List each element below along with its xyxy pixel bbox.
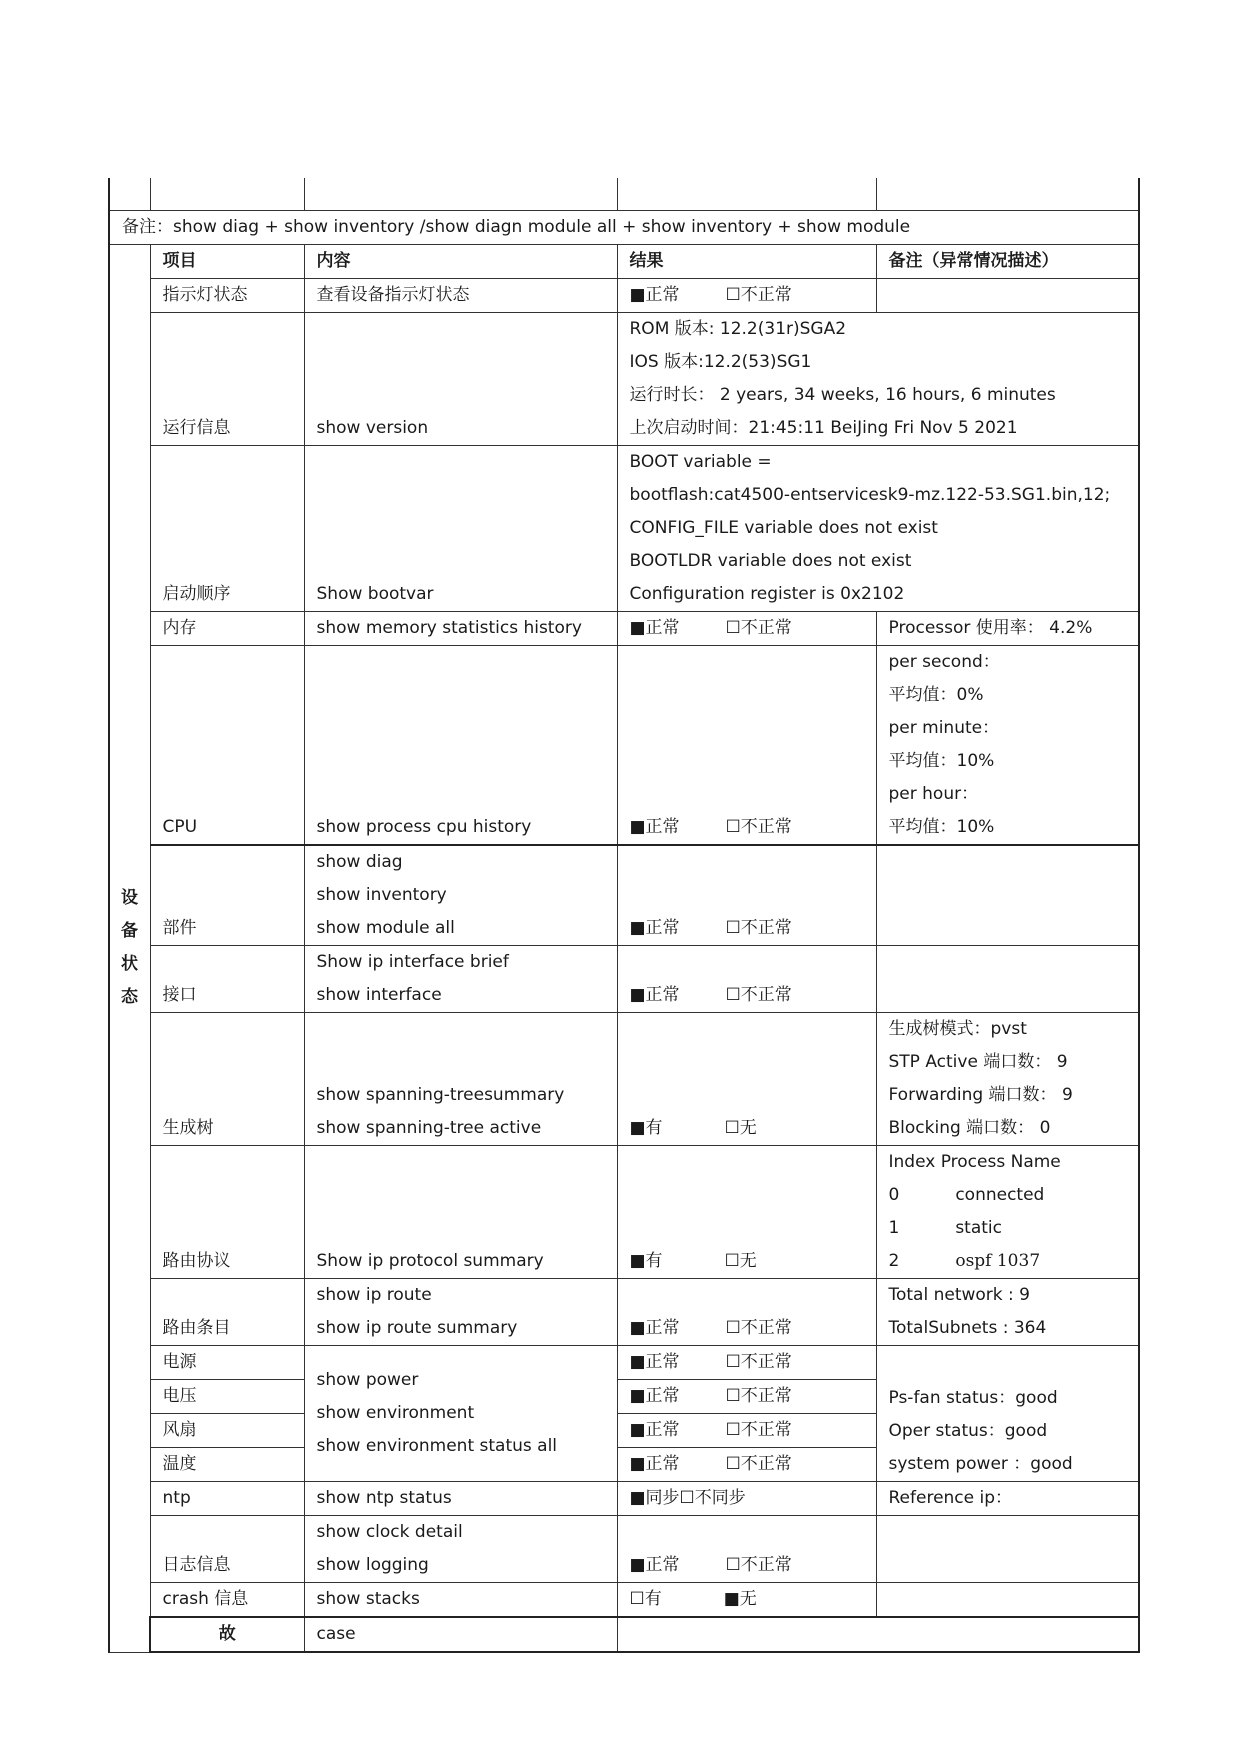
- table-row: [109, 1146, 1139, 1279]
- content-cell: show diag show inventory show module all: [304, 845, 617, 946]
- result-cell: ROM 版本: 12.2(31r)SGA2 IOS 版本:12.2(53)SG1 运行时长： 2 years, 34 weeks, 16 hours, 6 minutes 上次启动时间：21:45:11 BeiJing Fri Nov 5 2021: [617, 313, 1139, 446]
- result-cell[interactable]: ■同步☐不同步: [617, 1482, 876, 1516]
- result-cell: [617, 279, 876, 313]
- checkbox-normal[interactable]: ■正常: [629, 285, 680, 305]
- remark-cell: per second： 平均值：0% per minute： 平均值：10% per hour： 平均值：10%: [876, 646, 1139, 846]
- checkbox-abnormal[interactable]: ☐不正常: [725, 618, 792, 638]
- item-label: case: [304, 1617, 617, 1652]
- result-cell: [617, 1013, 876, 1146]
- table-row: [109, 1516, 1139, 1583]
- table-row: [109, 946, 1139, 1013]
- checkbox-no[interactable]: ☐无: [724, 1251, 757, 1271]
- item-label: 路由条目: [150, 1279, 304, 1346]
- checkbox-no[interactable]: ■无: [723, 1589, 757, 1609]
- result-cell: [617, 1279, 876, 1346]
- item-label: 电压: [150, 1380, 304, 1414]
- remark-cell: [876, 279, 1139, 313]
- content-cell: show process cpu history: [304, 646, 617, 846]
- content-cell: show spanning-treesummary show spanning-tree active: [304, 1013, 617, 1146]
- table-row: [109, 446, 1139, 612]
- content-cell: show clock detail show logging: [304, 1516, 617, 1583]
- item-label: 风扇: [150, 1414, 304, 1448]
- content-cell: show ip route show ip route summary: [304, 1279, 617, 1346]
- table-row: [109, 845, 1139, 946]
- checkbox-normal[interactable]: ■正常: [629, 985, 680, 1005]
- checkbox-abnormal[interactable]: ☐不正常: [725, 1352, 792, 1372]
- content-cell: Show ip protocol summary: [304, 1146, 617, 1279]
- item-label: 日志信息: [150, 1516, 304, 1583]
- inspection-table: [108, 178, 1140, 1653]
- checkbox-normal[interactable]: ■正常: [629, 618, 680, 638]
- result-cell: BOOT variable = bootflash:cat4500-entservicesk9-mz.122-53.SG1.bin,12; CONFIG_FILE variable does not exist BOOTLDR variable does not exist Configuration register is 0x2102: [617, 446, 1139, 612]
- checkbox-no[interactable]: ☐无: [724, 1118, 757, 1138]
- table-row: [109, 1482, 1139, 1516]
- item-label: ntp: [150, 1482, 304, 1516]
- remark-cell: [876, 946, 1139, 1013]
- item-label: 启动顺序: [150, 446, 304, 612]
- checkbox-yes[interactable]: ☐有: [629, 1589, 662, 1609]
- result-cell: [617, 646, 876, 846]
- checkbox-abnormal[interactable]: ☐不正常: [725, 1386, 792, 1406]
- table-row: [109, 313, 1139, 446]
- result-cell: [617, 1146, 876, 1279]
- checkbox-abnormal[interactable]: ☐不正常: [725, 1454, 792, 1474]
- header-remark: 备注（异常情况描述）: [876, 245, 1139, 279]
- table-row: [109, 612, 1139, 646]
- remark-cell: Total network : 9 TotalSubnets : 364: [876, 1279, 1139, 1346]
- result-cell: [617, 845, 876, 946]
- result-cell: [617, 1516, 876, 1583]
- table-row: [109, 1279, 1139, 1346]
- content-cell: show version: [304, 313, 617, 446]
- content-cell: show stacks: [304, 1583, 617, 1618]
- result-cell: [617, 1414, 876, 1448]
- inspection-sheet: [108, 178, 1138, 1653]
- item-label: CPU: [150, 646, 304, 846]
- checkbox-abnormal[interactable]: ☐不正常: [725, 1318, 792, 1338]
- item-label: 内存: [150, 612, 304, 646]
- item-label: 电源: [150, 1346, 304, 1380]
- remark-cell: [876, 1516, 1139, 1583]
- table-row: [109, 1617, 1139, 1652]
- item-label: crash 信息: [150, 1583, 304, 1618]
- item-label: 接口: [150, 946, 304, 1013]
- result-cell: [617, 946, 876, 1013]
- remark-cell: Index Process Name 0 connected 1 static 2 ospf 1037: [876, 1146, 1139, 1279]
- checkbox-abnormal[interactable]: ☐不正常: [725, 985, 792, 1005]
- table-row: [109, 646, 1139, 846]
- table-row: [109, 1583, 1139, 1618]
- checkbox-normal[interactable]: ■正常: [629, 918, 680, 938]
- remark-cell: Processor 使用率： 4.2%: [876, 612, 1139, 646]
- table-row: [109, 1013, 1139, 1146]
- remark-cell: 生成树模式：pvst STP Active 端口数： 9 Forwarding 端口数： 9 Blocking 端口数： 0: [876, 1013, 1139, 1146]
- content-cell: Show bootvar: [304, 446, 617, 612]
- note-row: [109, 211, 1139, 245]
- checkbox-abnormal[interactable]: ☐不正常: [725, 1555, 792, 1575]
- result-cell: [617, 612, 876, 646]
- item-label: 路由协议: [150, 1146, 304, 1279]
- section-device-status: 设 备 状 态: [109, 245, 150, 1653]
- result-cell: [617, 1380, 876, 1414]
- note-text: 备注：show diag + show inventory /show diagn module all + show inventory + show module: [109, 211, 1139, 245]
- case-content-cell[interactable]: [617, 1617, 1139, 1652]
- item-label: 温度: [150, 1448, 304, 1482]
- checkbox-normal[interactable]: ■正常: [629, 817, 680, 837]
- checkbox-abnormal[interactable]: ☐不正常: [725, 285, 792, 305]
- result-cell: [617, 1583, 876, 1618]
- checkbox-normal[interactable]: ■正常: [629, 1454, 680, 1474]
- result-cell: [617, 1448, 876, 1482]
- header-content: 内容: [304, 245, 617, 279]
- content-cell: show ntp status: [304, 1482, 617, 1516]
- remark-cell: [876, 845, 1139, 946]
- remark-cell: Ps-fan status：good Oper status：good system power ：good: [876, 1346, 1139, 1482]
- item-label: 部件: [150, 845, 304, 946]
- table-row: [109, 279, 1139, 313]
- table-row: [109, 1346, 1139, 1380]
- checkbox-normal[interactable]: ■正常: [629, 1352, 680, 1372]
- header-row: [109, 245, 1139, 279]
- content-cell: show power show environment show environment status all: [304, 1346, 617, 1482]
- result-cell: [617, 1346, 876, 1380]
- checkbox-yes[interactable]: ■有: [629, 1118, 663, 1138]
- checkbox-abnormal[interactable]: ☐不正常: [725, 1420, 792, 1440]
- item-label: 指示灯状态: [150, 279, 304, 313]
- checkbox-normal[interactable]: ■正常: [629, 1386, 680, 1406]
- remark-cell: [876, 1583, 1139, 1618]
- remark-cell: Reference ip：: [876, 1482, 1139, 1516]
- item-label: 运行信息: [150, 313, 304, 446]
- content-cell: show memory statistics history: [304, 612, 617, 646]
- checkbox-abnormal[interactable]: ☐不正常: [725, 817, 792, 837]
- header-result: 结果: [617, 245, 876, 279]
- item-label: 生成树: [150, 1013, 304, 1146]
- content-cell: Show ip interface brief show interface: [304, 946, 617, 1013]
- header-item: 项目: [150, 245, 304, 279]
- checkbox-normal[interactable]: ■正常: [629, 1555, 680, 1575]
- checkbox-normal[interactable]: ■正常: [629, 1420, 680, 1440]
- section-fault: 故: [150, 1617, 304, 1652]
- checkbox-abnormal[interactable]: ☐不正常: [725, 918, 792, 938]
- checkbox-normal[interactable]: ■正常: [629, 1318, 680, 1338]
- checkbox-yes[interactable]: ■有: [629, 1251, 663, 1271]
- table-row: [109, 178, 1139, 211]
- content-cell: 查看设备指示灯状态: [304, 279, 617, 313]
